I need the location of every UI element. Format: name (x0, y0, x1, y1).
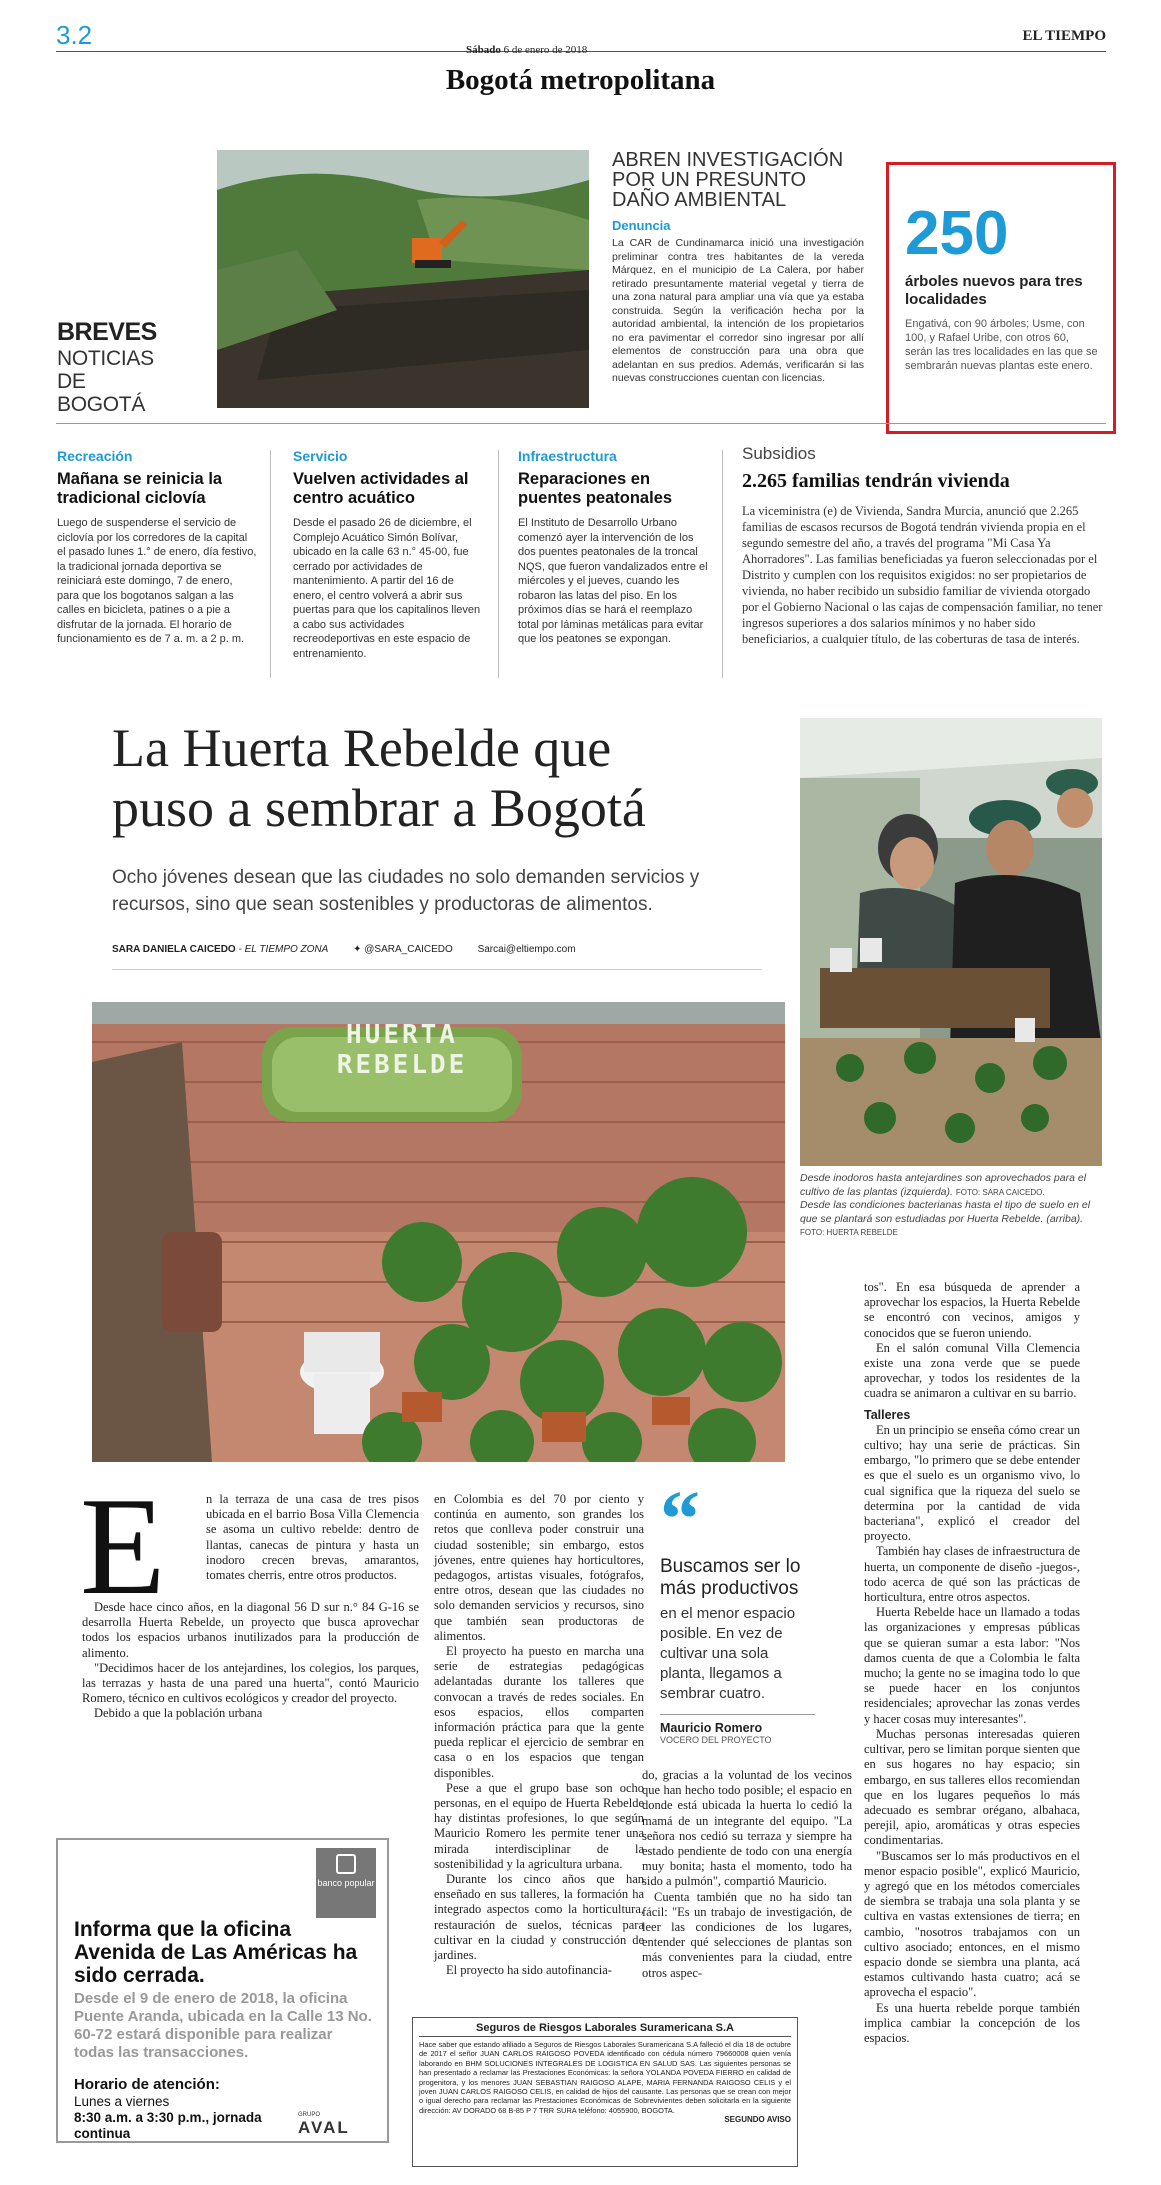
paragraph: tos". En esa búsqueda de aprender a aprovechar los espacios, la Huerta Rebelde se encontró con vecinos, amigos y conocidos que se fueron uniendo. (864, 1280, 1080, 1340)
aval-logo: AVAL (298, 2118, 350, 2137)
article-column-2 (434, 1492, 644, 1979)
highlight-number: 250 (905, 199, 1009, 268)
bank-advertisement (56, 1838, 389, 2143)
article-column-3 (642, 1768, 852, 1981)
paragraph: El proyecto ha puesto en marcha una serie de estrategias pedagógicas adelantadas durante los talleres que convocan a través de redes sociales. En esos espacios, ellos comparten información práctica para que la gente pueda replicar el ejercicio de sembrar en casa o en los espacios que tengan disponibles. (434, 1644, 644, 1780)
breves-title (57, 318, 177, 416)
brief-label: Subsidios (742, 444, 816, 463)
newspaper-brand: EL TIEMPO (1022, 28, 1106, 44)
date-rest: 6 de enero de 2018 (503, 44, 588, 56)
page-header (56, 20, 1106, 56)
notice-tag: SEGUNDO AVISO (724, 2115, 791, 2125)
author-name: SARA DANIELA CAICEDO (112, 944, 236, 955)
volunteers-photo (800, 718, 1102, 1166)
paragraph: Desde hace cinco años, en la diagonal 56 D sur n.° 84 G-16 se desarrolla Huerta Rebelde, un proyecto que busca aprovechar todos los espacios urbanos inutilizados para la producción de alimento. (82, 1600, 419, 1660)
quote-name: Mauricio Romero (660, 1714, 815, 1735)
brief-servicio (293, 448, 488, 661)
author-email: Sarcai@eltiempo.com (477, 944, 576, 955)
credit-2: FOTO: HUERTA REBELDE (800, 1228, 898, 1237)
brief-subsidios (742, 444, 1104, 647)
article-headline (112, 718, 812, 838)
paragraph: También hay clases de infraestructura de huerta, un componente de diseño -juegos-, todo acerca de qué son las prácticas de horticultura, entre otros aspectos. (864, 1544, 1080, 1605)
breves-heading: BREVES (57, 318, 157, 346)
paragraph: En el salón comunal Villa Clemencia existe una zona verde que se puede aprovechar, y todos los residentes de la cuadra se animaron a cultivar en su barrio. (864, 1340, 1080, 1401)
quote-rest: en el menor espacio posible. En vez de cultivar una sola planta, llegamos a sembrar cuatro. (660, 1605, 796, 1702)
ad-hours-title: Horario de atención: (74, 2076, 220, 2093)
headline-line-1: La Huerta Rebelde que (112, 718, 612, 778)
twitter-handle: ✦ @SARA_CAICEDO (353, 944, 453, 955)
ad-days: Lunes a viernes (74, 2094, 170, 2109)
breves-line3: DE BOGOTÁ (57, 370, 146, 416)
paragraph: Pese a que el grupo base son ocho personas, en el equipo de Huerta Rebelde hay distintas profesiones, lo que según Mauricio Romero les permite tener una mirada interdisciplinar de la sostenibilidad y la agricultura urbana. (434, 1780, 644, 1871)
column-separator (498, 450, 499, 678)
paragraph: do, gracias a la voluntad de los vecinos que han hecho todo posible; el espacio en donde está ubicada la huerta lo cedió la mamá de un integrante del equipo. "La señora nos cedió su terraza y siempre ha estado pendiente de todo con una energía muy bonita; hasta el momento, todo ha sido a pulmón", compartió Mauricio. (642, 1768, 852, 1889)
excavation-photo (217, 150, 589, 408)
highlight-description: Engativá, con 90 árboles; Usme, con 100, y Rafael Uribe, con otros 60, serán las tres localidades en las que se sembrarán nuevas plantas este enero. (905, 318, 1098, 372)
brief-label: Infraestructura (518, 448, 617, 464)
investigation-brief (612, 150, 864, 386)
investigation-body: La CAR de Cundinamarca inició una investigación preliminar contra tres habitantes de la vereda Márquez, en el municipio de La Calera, por haber retirado presuntamente material vegetal y tierra de una zona natural para ampliar una vía que ya estaba construida. Según la verificación hecha por la autoridad ambiental, la intención de los propietarios no era pavimentar el corredor sino ingresar por allí elementos de construcción para una obra que adelantan en sus predios. Además, verificarán si las nuevas construcciones cuentan con licencias. (612, 237, 864, 384)
paragraph: Huerta Rebelde hace un llamado a todas las organizaciones y empresas públicas que se quieran sumar a esta labor: "Nos damos cuenta de que a Colombia le falta mucho; la gente no se imagina todo lo que se puede hacer en los conjuntos residenciales; aprovechar las zonas verdes y hacer cosas muy interesantes". (864, 1605, 1080, 1726)
paragraph: Muchas personas interesadas quieren cultivar, pero se limitan porque sienten que en sus hogares no hay espacio; sin embargo, en sus talleres ellos recomiendan que en los lugares pequeños lo más adecuado es sembrar orégano, albahaca, perejil, apio, aromáticas y otras especies condimentarias. (864, 1726, 1080, 1848)
brief-text: La viceministra (e) de Vivienda, Sandra Murcia, anunció que 2.265 familias de escasos recursos de Bogotá tendrán vivienda propia en el segundo semestre del año, a través del programa "Mi Casa Ya Ahorradores". Las familias beneficiadas ya fueron seleccionadas por el Distrito y cumplen con los requisitos exigidos: no ser propietarios de vivienda, no haber recibido un subsidio familiar de vivienda otorgado por el Gobierno Nacional o las cajas de compensación familiar, no tener ingresos superiores a dos salarios mínimos y no haber sido beneficiarios, a cualquier título, de las coberturas de tasa de interés. (742, 504, 1103, 646)
page-date (466, 44, 587, 56)
article-byline (112, 944, 762, 970)
article-deck: Ocho jóvenes desean que las ciudades no solo demanden servicios y recursos, sino que sean sostenibles y productoras de alimentos. (112, 867, 700, 915)
paragraph: Debido a que la población urbana (94, 1706, 263, 1721)
notice-body: Hace saber que estando afiliado a Seguros de Riesgos Laborales Suramericana S.A falleció el día 18 de octubre de 2017 el señor JUAN CARLOS RAIGOSO POVEDA identificado con cédula número 79660008 quien venía laborando en BHM SOLUCIONES INTEGRALES DE LOGISTICA EN SALUD SAS. Las siguientes personas se han presentado a reclamar las Prestaciones Económicas: la señora YOLANDA POVEDA FIERRO en calidad de progenitora, y los menores JUAN SEBASTIAN RAIGOSO ALAPE, MARIA FERNANDA RAIGOSO CELIS y el joven JUAN CARLOS RAIGOSO CELIS, en calidad de hijos del causante. Las personas que se crean con mejor o igual derecho para reclamar las Prestaciones Económicas de Sobrevivientes deben solicitarla en la siguiente dirección: AV DORADO 68 B-85 P 7 TRR SURA teléfono: 4055900, BOGOTA. (419, 2040, 791, 2115)
column-separator (270, 450, 271, 678)
group-label: GRUPO (298, 2112, 321, 2118)
brief-label: Servicio (293, 448, 348, 464)
twitter-icon: ✦ (353, 944, 362, 955)
quote-lead: Buscamos ser lo más productivos (660, 1556, 801, 1599)
quote-role: VOCERO DEL PROYECTO (660, 1735, 772, 1745)
drop-cap: E (80, 1469, 166, 1624)
brief-headline: Reparaciones en puentes peatonales (518, 470, 673, 507)
credit-1: FOTO: SARA CAICEDO. (955, 1187, 1045, 1197)
brief-text: Desde el pasado 26 de diciembre, el Complejo Acuático Simón Bolívar, ubicado en la calle 63 n.° 45-00, fue cerrado por actividades de mantenimiento. A partir del 16 de enero, el centro volverá a abrir sus puertas para que los capitalinos lleven a cabo sus actividades recreodeportivas en este espacio de entrenamiento. (293, 517, 481, 660)
column-separator (722, 450, 723, 678)
headline-line-2: puso a sembrar a Bogotá (112, 778, 646, 838)
bank-logo-icon (336, 1854, 356, 1874)
date-day: Sábado (466, 44, 501, 56)
bank-logo: banco popular (316, 1848, 376, 1918)
section-title: Bogotá metropolitana (445, 64, 716, 96)
subhead-talleres: Talleres (864, 1407, 911, 1422)
paragraph: Es una huerta rebelde porque también implica cambiar la concepción de los espacios. (864, 2000, 1080, 2045)
pull-quote (660, 1476, 815, 1745)
ad-hours: 8:30 a.m. a 3:30 p.m., jornada continua (74, 2110, 262, 2141)
article-column-4 (864, 1280, 1080, 2046)
page-number: 3.2 (56, 20, 93, 50)
ad-info: Desde el 9 de enero de 2018, la oficina Puente Aranda, ubicada en la Calle 13 No. 60-72 estará disponible para realizar todas las transacciones. (74, 1990, 372, 2061)
paragraph: en Colombia es del 70 por ciento y continúa en aumento, son grandes los retos que conlleva poder construir una ciudad sostenible; sin embargo, estos jóvenes, entre quienes hay horticultores, pedagogos, artistas visuales, fotógrafos, entre otros, desean que las ciudades no solo demanden servicios y recursos, sino que también sean productoras de alimentos. (434, 1492, 644, 1643)
brief-headline: 2.265 familias tendrán vivienda (742, 470, 1010, 492)
paragraph: "Decidimos hacer de los antejardines, los colegios, los parques, las terrazas y hasta de una pared una huerta", contó Mauricio Romero, técnico en cultivos ecológicos y creador del proyecto. (82, 1660, 419, 1706)
investigation-kicker: Denuncia (612, 218, 671, 233)
huerta-sign: HUERTA REBELDE (336, 1020, 468, 1080)
ad-title: Informa que la oficina Avenida de Las Américas ha sido cerrada. (74, 1918, 358, 1987)
highlight-subtitle: árboles nuevos para tres localidades (905, 273, 1083, 308)
brief-label: Recreación (57, 448, 133, 464)
breves-line2: NOTICIAS (57, 347, 154, 370)
notice-title: Seguros de Riesgos Laborales Suramericana S.A (419, 2022, 791, 2037)
brief-headline: Vuelven actividades al centro acuático (293, 470, 469, 507)
paragraph: "Buscamos ser lo más productivos en el menor espacio posible", explicó Mauricio, y agregó que en los métodos comerciales de siembra se trabaja una sola planta y se cultiva en vastas extensiones de tierra; en cambio, "nosotros trabajamos con un cultivo asociado; entonces, en el mismo espacio donde se siembra una planta, acá estamos cultivando hasta cuatro; acá se aprovecha el espacio". (864, 1848, 1080, 2000)
divider (56, 423, 1106, 424)
author-outlet: - EL TIEMPO ZONA (235, 944, 329, 955)
brief-text: El Instituto de Desarrollo Urbano comenzó ayer la intervención de los dos puentes peatonales de la troncal NQS, que fueron vandalizados entre el miércoles y el jueves, cuando les robaron las latas del piso. En los próximos días se hará el reemplazo total por láminas metálicas para evitar que los peatones se expongan. (518, 517, 708, 645)
brief-text: Luego de suspenderse el servicio de ciclovía por los corredores de la capital el pasado lunes 1.° de enero, día festivo, la tradicional jornada deportiva se reiniciará este domingo, 7 de enero, para que los bogotanos salgan a las calles en bicicleta, patines o a pie a disfrutar de la jornada. El horario de funcionamiento es de 7 a. m. a 2 p. m. (57, 517, 257, 645)
brief-infraestructura (518, 448, 708, 647)
brief-headline: Mañana se reinicia la tradicional ciclovía (57, 470, 223, 507)
legal-notice (412, 2017, 798, 2167)
article-column-1b (82, 1600, 419, 1722)
paragraph: n la terraza de una casa de tres pisos ubicada en el barrio Bosa Villa Clemencia se asoma un cultivo rebelde: dentro de llantas, canecas de pintura y hasta un inodoro crecen brevas, amarantos, tomates cherris, entre otros productos. (206, 1492, 419, 1583)
highlight-box (886, 162, 1116, 434)
paragraph: En un principio se enseña cómo crear un cultivo; hay una serie de prácticas. Sin embargo, "lo primero que se debe entender es que el suelo es un organismo vivo, lo cual significa que la riqueza del suelo se determina por la cantidad de vida bacteriana", explicó el creador del proyecto. (864, 1422, 1080, 1544)
investigation-headline-3: DAÑO AMBIENTAL (612, 189, 787, 211)
investigation-headline-1: ABREN INVESTIGACIÓN (612, 149, 844, 171)
article-column-1 (206, 1492, 419, 1583)
paragraph: Cuenta también que no ha sido tan fácil: "Es un trabajo de investigación, de leer las condiciones de los lugares, entender qué selecciones de plantas son más convenientes para la ciudad, entre otros aspec- (642, 1889, 852, 1980)
investigation-headline-2: POR UN PRESUNTO (612, 169, 807, 191)
paragraph: Durante los cinco años que han enseñado en sus talleres, la formación ha integrado aspectos como la horticultura, restauración de suelos, técnicas para cultivar en la ciudad y construcción de jardines. (434, 1872, 644, 1963)
paragraph: El proyecto ha sido autofinancia- (446, 1963, 612, 1978)
quote-mark-icon: “ (660, 1476, 700, 1564)
caption-1: Desde inodoros hasta antejardines son aprovechados para el cultivo de las plantas (izquierda). (800, 1172, 1087, 1198)
photo-caption (800, 1172, 1100, 1240)
caption-2: Desde las condiciones bacterianas hasta el tipo de suelo en el que se plantará son estudiadas por Huerta Rebelde. (arriba). (800, 1199, 1091, 1225)
brief-recreacion (57, 448, 257, 647)
